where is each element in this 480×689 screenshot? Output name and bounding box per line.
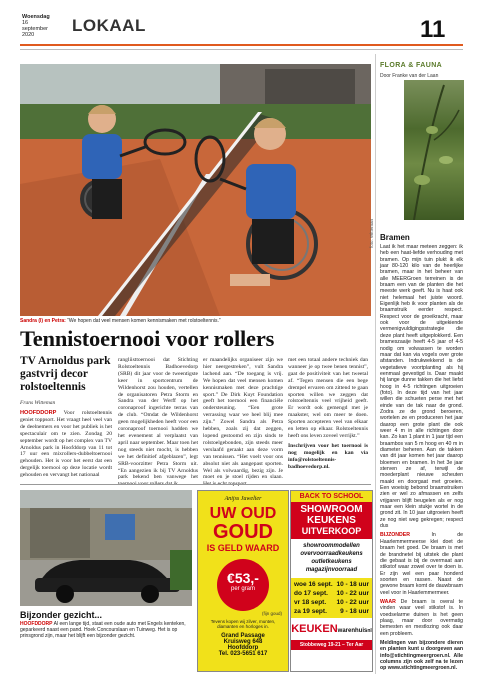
subhead-line-1: TV Arnoldus park: [20, 355, 111, 367]
article-byline: Frans Witteman: [20, 400, 56, 406]
keukens-top: BACK TO SCHOOL: [291, 491, 372, 502]
date-weekday: Woensdag: [22, 14, 50, 20]
tennis-photo: [20, 64, 371, 316]
article-subhead: [20, 355, 112, 394]
keukens-desc-1: showroommodellen: [303, 543, 360, 549]
caption-names: Sandra (l) en Petra:: [20, 318, 66, 324]
brand-part-2: warenhuis: [337, 628, 368, 634]
schedule-row: [294, 598, 369, 607]
flora-waar: [380, 599, 463, 637]
jeweler-line1: UW OUD: [209, 505, 277, 522]
bijzonder-text: [20, 621, 192, 639]
bramble-photo: [404, 80, 464, 220]
jeweler-name: Anijss Juwelier: [224, 496, 262, 502]
schedule-time: 10 - 18 uur: [336, 581, 369, 588]
keukens-title-3: UITVERKOOP: [301, 526, 362, 536]
schedule-row: [294, 580, 369, 589]
article-kicker: HOOFDDORP: [20, 410, 57, 416]
photo-caption: [20, 318, 371, 324]
bijzonder-kicker: HOOFDDORP: [20, 621, 53, 627]
article-column-3: er maandelijks organiseer zijn we hier neergestreken”, vult Sandra lachend aan. “De toegang is vrij. We hopen dat veel mensen komen kennismaken met deze prachtige sport.” De Dirk Kuyt Foundation geeft het toernooi een financiële ondersteuning. “Een grote verrassing waar we heel blij mee zijn.” Zowel Sandra als Petra hebben, zoals zij dat zeggen, lopend gestoomd en zijn sinds te rolstoelgebonden, zijn steeds meer verslaafd geraakt aan deze vorm van tennissen. “Het voelt voor ons absolut niet als aangepast sporten. Wel als volwaardig, bezig zijn. Je moet en je stoel rijden en slaan.: [203, 357, 283, 481]
price-note: (fijn goud): [261, 611, 282, 616]
flora-byline: Door Franke van der Laan: [380, 73, 439, 79]
flora-waar-kicker: WAAR: [380, 598, 396, 605]
price-value: €53,-: [227, 570, 259, 586]
subhead-line-2: gastvrij decor: [20, 368, 89, 380]
bottom-rule: [20, 484, 371, 485]
article-column-2: rangliisttoernooi dat Stichting Rolstoeltennis Badhoevedorp (SRB) dit jaar voor de tweentigste keer in sportcentrum de Wildenhorst zou houden, vertellen de organisatoren Petra Storm en Sandra van der Werff op het coronaproof ingerichte terras van de club. “Omdat de Wildenhorst geen mogelijkheden heeft voor een coronaproof toernooi hadden we het evenement al verplaatst van april naar september. Maar toen het nog steeds niet mocht, is hebben we het definitief afgeblazen”, legt SRB-voorzitter Petra Storm uit. “En aangezien ik bij TV Arnoldus park bekend ben vanwege het: [118, 357, 198, 481]
flora-body: [380, 244, 463, 672]
keukens-title-1: SHOWROOM: [300, 504, 363, 515]
flora-bijzonder-text: In de Haarlemmermeerse klei doet de braam het goed. De braam is met de brandnetel bij uitstek die plant die gebaat is bij de overmaat aan stikstof waar zowel over te doen is. Er zijn wel een paar honderd soorten en rassen. Naast de gewone braam komt de dauwbraam veel voor in Haarlemmermeer.: [380, 532, 463, 596]
article-headline: Tennistoernooi voor rollers: [20, 326, 275, 351]
date-block: [22, 14, 50, 38]
jeweler-address-1: Grand Passage: [221, 633, 265, 639]
jeweler-line2: GOUD: [213, 521, 273, 543]
keukens-desc: [291, 542, 372, 574]
header-rule: [20, 49, 463, 50]
page-number: 11: [420, 16, 446, 43]
jeweler-tagline: Tevens kopen wij zilver, munten, diamanten en horloges in.: [210, 619, 276, 629]
article-column-1: [20, 410, 112, 479]
flora-bijzonder: [380, 532, 463, 595]
price-badge: [217, 559, 269, 611]
brand-part-1: KEUKEN: [291, 623, 338, 635]
date-day: 16: [22, 20, 29, 26]
date-year: 2020: [22, 32, 35, 38]
date-month: september: [22, 26, 48, 32]
old-car-illustration: [20, 490, 192, 606]
jeweler-ad[interactable]: [197, 490, 289, 672]
keukens-title-block: [291, 502, 372, 539]
schedule-date: do 17 sept.: [294, 590, 328, 597]
bijzonder-body: Al een lange tijd, staat een oude auto met Engels kenteken, geparkeerd naast een pand. Hoek Concourslaan en Tuinweg. Het is op prinsgrond zijn, maar het blijft een bijzonder gezicht.: [20, 621, 186, 639]
header-accent-rule: [20, 44, 463, 46]
old-car-photo: [20, 490, 192, 606]
flora-main-text: Laat ik het maar meteen zeggen: ik heb een haat-liefde verhouding met bramen. Op mijn tuin plukt ik elk jaar 80-120 kilo van de heerlijke bramen, maar in het beheer van alle MEERGroen terreinen is de braam een van de planten die het meeste werk geeft. Nu is haat ook niet helemaal het juiste woord. Eigenlijk heb ik voor planten als de braamstruik eerder respect. Respect voor de groeikracht, maar ook voor de uitgekiende vermenigvuldigingsstrategie die deze plant heeft uitgeplokkerd. Een brameszaaije heeft 4-5 jaar of 4-5 nodig om volwassen te worden maar dat kan via vogels over grote afstanden. Indrukwekkend is de vegetatieve voortplanting als hij eenmaal gevestigd is. Daar maakt hij lange dunne takken die het liefst hoog in 4-5 richtingen uitgroeien (foto). In deze tijd van het jaar willen die schueten perse met het einde van de tak naar de grond. Zodra ze de grond beroeren, wortelen ze en produceren het jaar daarop een grote plant die ook weer 4 m in alle richtingen door kan. Zo kan 1 plant in 1 jaar tijd een braambos van 5 m hoog en 40 m in diameter beheren. Aan de takken van dit jaar komen het jaar daarop bloemen en bramen. In het 3e jaar sterven ze af, terwijl de moederplant nieuwe scheuten maakt en doorgaat met groeien. Een woeisig bebond braamstruiken zien er wel zo afmassen en zelfs vrijgaren blijft beugelen als er nog maar een klein stukje wortel in de grond zit. In 10 jaar uitgroeien heeft ze nog niet weg gekregen; respect dus: [380, 244, 463, 530]
schedule-time: 10 - 22 uur: [336, 590, 369, 597]
bramble-illustration: [404, 80, 464, 220]
tennis-photo-illustration: [20, 64, 371, 316]
jeweler-line3: IS GELD WAARD: [206, 543, 280, 553]
brand-part-3: nl: [367, 628, 372, 634]
flora-melding: Meldingen van bijzondere dieren en planten kunt u doorgeven aan info@stichtingmeergroen.nl. Alle columns zijn ook zelf na te lezen op www.stichtingmeergroen.nl.: [380, 639, 463, 672]
article-col4-text: met een totaal andere techniek dan wanneer je op twee benen tennist”, gaat de positiviteit van het tweetal af. “Tegen mensen die een bege drempel ervaren om zittend te gaan sporten willen we zeggen dat rolstoeltennis veel vrijheid geeft. Er wordt ook gemengd met je maakster, wel om meer te doen. Sporten accepteren veel van elkaar en letten op elkaar. Rolstoeltennis heeft ons leven zoveel verrijkt.”: [288, 357, 368, 439]
schedule-time: 9 - 18 uur: [340, 608, 369, 615]
schedule-date: za 19 sept.: [294, 608, 327, 615]
keukens-address: Stobbeweg 19-21 – Ter Aar: [291, 640, 372, 650]
schedule-row: [294, 589, 369, 598]
flora-title: Bramen: [380, 233, 410, 242]
keukens-brand: [291, 623, 372, 637]
keukens-desc-2: overvoorraadkeukens: [300, 551, 363, 557]
jeweler-address-2: Kruisweg 648: [223, 639, 263, 645]
keukens-title-2: KEUKENS: [307, 515, 356, 526]
column-divider: [375, 54, 376, 674]
flora-waar-text: De braam is overal te vinden waar veel stikstof is. In voedselarme duinen is het geen plaag, maar door overmatig bemesten en mestlozing ook daar een probleem.: [380, 598, 463, 637]
price-unit: per gram: [230, 586, 255, 592]
jeweler-address-3: Hoofddorp: [227, 645, 259, 651]
article-col1-text: Voor rolstoeltennis geniet toppsort. Het vraagt heel veel van de deelnemers en voor het publiek is het spectaculair om te zien. Zondag 20 september wordt op het complex van TV Arnoldus park in Hoofddorp van 11 tot 17 uur een mixrollers-dubbeltoernooi gehouden. Het is voor het eerst dat een dergelijk toernooi op deze locatie wordt gehouden en vervangt het nationaal: [20, 410, 112, 479]
schedule-date: woe 16 sept.: [294, 581, 333, 588]
flora-bijzonder-kicker: BIJZONDER: [380, 532, 410, 539]
photo-credit: foto: Witteman: [369, 218, 374, 248]
subhead-line-3: rolstoeltennis: [20, 381, 86, 393]
keukens-ad[interactable]: [290, 490, 373, 672]
bijzonder-title: Bijzonder gezicht...: [20, 610, 103, 620]
keukens-desc-3: outletkeukens: [311, 559, 352, 565]
jeweler-phone: Tel. 023-5651 617: [218, 651, 268, 657]
flora-heading: FLORA & FAUNA: [380, 62, 443, 69]
section-title: LOKAAL: [72, 16, 146, 35]
keukens-schedule: [291, 578, 372, 618]
schedule-time: 10 - 22 uur: [336, 599, 369, 606]
registration-note: Inschrijven voor het toernooi is nog mogelijk en kan via info@rolstoeltennis-badhoevedorp.nl.: [288, 442, 368, 470]
article-column-4: [288, 357, 368, 471]
schedule-date: vr 18 sept.: [294, 599, 327, 606]
caption-quote: “We hopen dat veel mensen komen kennismaken met rolstoeltennis.”: [65, 318, 221, 324]
keukens-desc-4: magazijnvoorraad: [305, 567, 358, 573]
schedule-row: [294, 607, 369, 616]
